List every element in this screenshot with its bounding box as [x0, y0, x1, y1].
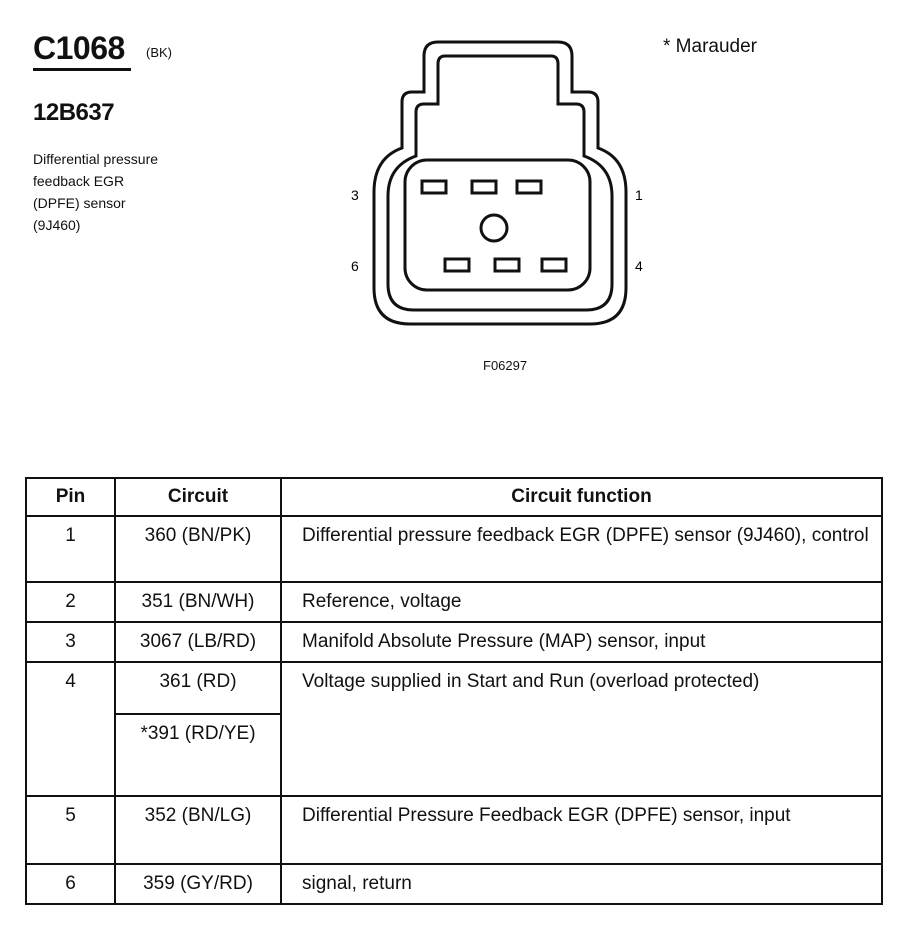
circuit-cell: 351 (BN/WH) — [115, 582, 281, 622]
terminal-1 — [517, 181, 541, 193]
pin-cell: 2 — [26, 582, 115, 622]
function-cell: Manifold Absolute Pressure (MAP) sensor, input — [281, 622, 882, 662]
polarization-key — [481, 215, 507, 241]
circuit-cell-split — [115, 662, 281, 796]
connector-id: C1068 — [33, 30, 125, 66]
connector-face-diagram — [330, 30, 670, 340]
table-row — [26, 662, 882, 796]
pin-label-1: 1 — [635, 187, 643, 203]
table-row — [26, 864, 882, 904]
pin-cell: 1 — [26, 516, 115, 582]
function-cell: signal, return — [281, 864, 882, 904]
terminal-2 — [472, 181, 496, 193]
pin-cell: 3 — [26, 622, 115, 662]
circuit-cell: 361 (RD) — [116, 663, 280, 715]
table-row — [26, 622, 882, 662]
description-line: (DPFE) sensor — [33, 195, 126, 211]
connector-id-underline — [33, 68, 131, 71]
figure-id: F06297 — [483, 358, 528, 373]
circuit-cell: 352 (BN/LG) — [115, 796, 281, 864]
function-cell: Differential pressure feedback EGR (DPFE) sensor (9J460), control — [281, 516, 882, 582]
pin-cell: 5 — [26, 796, 115, 864]
circuit-cell: 3067 (LB/RD) — [115, 622, 281, 662]
terminal-6 — [445, 259, 469, 271]
circuit-cell: 359 (GY/RD) — [115, 864, 281, 904]
pin-cell: 6 — [26, 864, 115, 904]
table-row — [26, 796, 882, 864]
table-row — [26, 516, 882, 582]
terminal-5 — [495, 259, 519, 271]
pin-cell: 4 — [26, 662, 115, 796]
footnote: * Marauder — [663, 36, 757, 57]
function-cell: Reference, voltage — [281, 582, 882, 622]
terminal-4 — [542, 259, 566, 271]
pin-label-3: 3 — [351, 187, 359, 203]
table-row — [26, 582, 882, 622]
header-circuit: Circuit — [115, 478, 281, 516]
table-header-row — [26, 478, 882, 516]
connector-description — [33, 148, 158, 236]
pin-circuit-table — [25, 477, 883, 905]
description-line: feedback EGR — [33, 173, 125, 189]
connector-housing-outline — [374, 42, 626, 324]
description-line: (9J460) — [33, 217, 81, 233]
circuit-cell: 360 (BN/PK) — [115, 516, 281, 582]
terminal-3 — [422, 181, 446, 193]
function-cell: Differential Pressure Feedback EGR (DPFE) sensor, input — [281, 796, 882, 864]
part-number: 12B637 — [33, 99, 115, 126]
function-cell: Voltage supplied in Start and Run (overload protected) — [281, 662, 882, 796]
pin-label-4: 4 — [635, 258, 643, 274]
circuit-cell-alt: *391 (RD/YE) — [140, 723, 256, 744]
header-pin: Pin — [26, 478, 115, 516]
pin-label-6: 6 — [351, 258, 359, 274]
header-circuit-function: Circuit function — [281, 478, 882, 516]
description-line: Differential pressure — [33, 151, 159, 167]
connector-color: (BK) — [146, 45, 172, 60]
